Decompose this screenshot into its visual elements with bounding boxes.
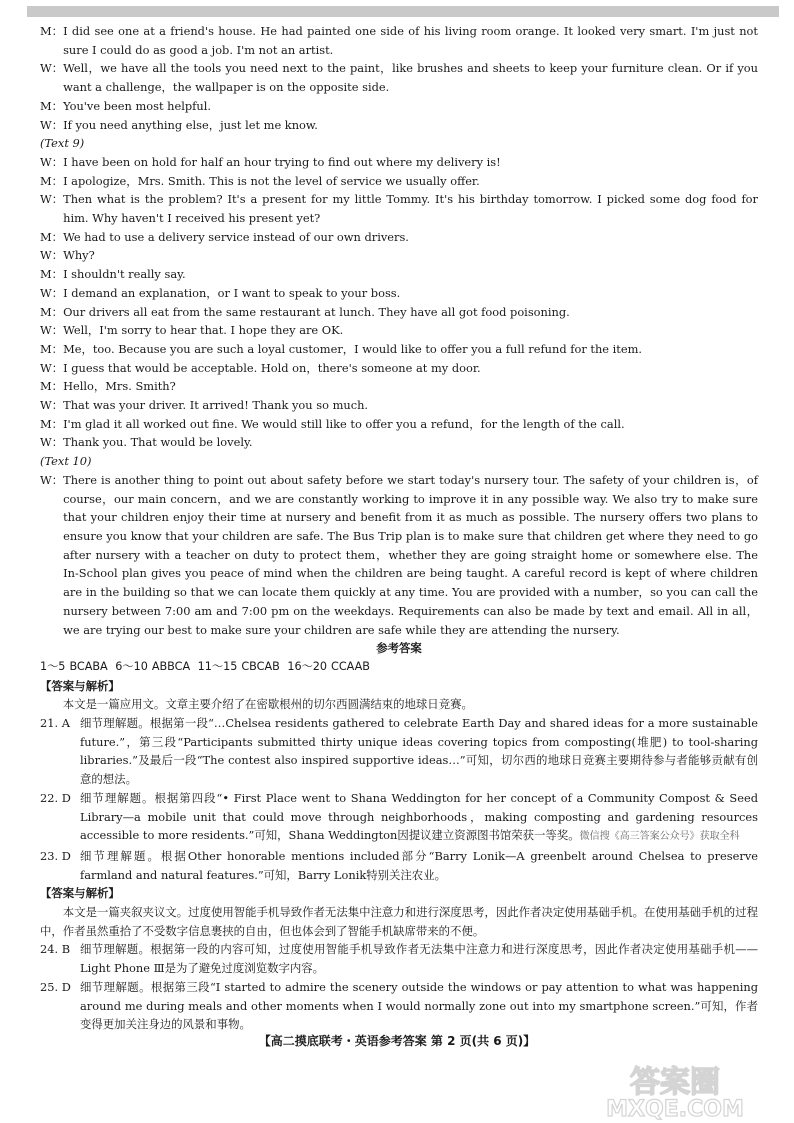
answer-keys	[40, 658, 758, 677]
answer-range: 16～20	[287, 659, 328, 673]
question-number: 21. A	[40, 716, 70, 731]
dialogue-line	[40, 340, 758, 359]
line-text: Well，I'm sorry to hear that. I hope they are OK.	[63, 323, 344, 338]
speaker: M：	[40, 173, 64, 188]
answer-heading: 参考答案	[376, 641, 422, 656]
line-text: We had to use a delivery service instead of our own drivers.	[63, 229, 409, 244]
inline-watermark: 微信搜《高三答案公众号》获取全科	[579, 831, 740, 843]
line-text: Thank you. That would be lovely.	[63, 435, 253, 450]
dialogue-line	[40, 321, 758, 340]
answer-range: 1～5	[40, 659, 66, 673]
speaker: M：	[40, 24, 64, 38]
answer-key: CBCAB	[241, 659, 280, 673]
explanation-text: 细节理解题。根据Other honorable mentions included部分“Barry Lonik—A greenbelt around Chelsea to preserve farmland and natural features.”可知，Barry Lonik特别关注农业。	[80, 848, 758, 882]
explanation-text: 细节理解题。根据第四段“• First Place went to Shana Weddington for her concept of a Community Compost & Seed Library—a mobile unit that could move through neighborhoods，making composting and gardening resources accessible to more residents.”可知，Shana Weddington因提议建立资源图书馆荣获一等奖。	[80, 790, 758, 843]
speaker: W：	[40, 248, 64, 263]
explanation-item	[40, 978, 758, 1034]
dialogue-line	[40, 359, 758, 378]
line-text: Hello，Mrs. Smith?	[63, 379, 176, 394]
question-number: 22. D	[40, 790, 71, 805]
explanation-text: 细节理解题。根据第一段的内容可知，过度使用智能手机导致作者无法集中注意力和进行深度思考，因此作者决定使用基础手机——Light Phone Ⅲ是为了避免过度浏览数字内容。	[80, 942, 758, 976]
dialogue-line	[40, 265, 758, 284]
dialogue-line	[40, 246, 758, 265]
passage-summary: 本文是一篇夹叙夹议文。过度使用智能手机导致作者无法集中注意力和进行深度思考，因此作者决定使用基础手机。在使用基础手机的过程中，作者虽然重拾了不受数字信息裹挟的自由，但也体会到了智能手机缺席带来的不便。	[40, 905, 758, 938]
text10-label: (Text 10)	[40, 454, 92, 469]
line-text: That was your driver. It arrived! Thank you so much.	[63, 398, 369, 413]
monologue-text10	[40, 471, 758, 639]
dialogue-line	[40, 415, 758, 434]
line-text: There is another thing to point out about safety before we start today's nursery tour. The safety of your children is，of course，our main concern，and we are constantly working to improve it in any possible way. We also try to make sure that your children enjoy their time at nursery and benefit from it as much as possible. The nursery offers two plans to ensure you know that your children are safe. The Bus Trip plan is to make sure that children get where they need to go after nursery with a teacher on duty to protect them，whether they are going straight home or somewhere else. The In-School plan gives you peace of mind when the children are being taught. A careful record is kept of where children are in the building so that we can locate them quickly at any time. You are provided with a number，so you can call the nursery between 7:00 am and 7:00 pm on the weekdays. Requirements can also be made by text and email. All in all，we are trying our best to make sure your children are safe while they are attending the nursery.	[63, 472, 758, 637]
line-text: I guess that would be acceptable. Hold on，there's someone at my door.	[63, 360, 481, 375]
line-text: Well，we have all the tools you need next to the paint，like brushes and sheets to keep your furniture clean. Or if you want a challenge，the wallpaper is on the opposite side.	[63, 61, 758, 95]
speaker: W：	[40, 117, 64, 132]
speaker: M：	[40, 416, 64, 431]
top-bar	[27, 6, 779, 17]
line-text: Then what is the problem? It's a present for my little Tommy. It's his birthday tomorrow. I picked some dog food for him. Why haven't I received his present yet?	[63, 192, 758, 226]
speaker: M：	[40, 229, 64, 244]
line-text: I have been on hold for half an hour trying to find out where my delivery is!	[63, 154, 501, 169]
dialogue-line	[40, 22, 758, 59]
speaker: M：	[40, 267, 64, 282]
answer-range: 11～15	[197, 659, 238, 673]
speaker: W：	[40, 285, 64, 300]
page-footer: 【高二摸底联考・英语参考答案 第 2 页(共 6 页)】	[258, 1034, 536, 1048]
speaker: W：	[40, 154, 64, 169]
answer-key: ABBCA	[151, 659, 191, 673]
line-text: Why?	[63, 248, 95, 263]
watermark-logo	[560, 1060, 790, 1120]
dialogue-text9	[40, 153, 758, 452]
speaker: W：	[40, 472, 64, 487]
dialogue-line	[40, 377, 758, 396]
line-text: I'm glad it all worked out fine. We would still like to offer you a refund，for the length of the call.	[63, 416, 625, 431]
explanation-item	[40, 714, 758, 789]
line-text: You've been most helpful.	[63, 98, 211, 113]
answer-key: CCAAB	[331, 659, 370, 673]
section-title: 【答案与解析】	[40, 886, 120, 901]
text9-label: (Text 9)	[40, 136, 85, 151]
dialogue-line	[40, 153, 758, 172]
question-number: 25. D	[40, 979, 71, 994]
svg-text:MXQE.COM: MXQE.COM	[606, 1097, 744, 1120]
dialogue-line	[40, 228, 758, 247]
speaker: M：	[40, 341, 64, 356]
line-text: If you need anything else，just let me know.	[63, 117, 318, 132]
dialogue-line	[40, 190, 758, 227]
question-number: 24. B	[40, 942, 71, 957]
line-text: I shouldn't really say.	[63, 267, 186, 282]
explanation-item	[40, 847, 758, 884]
dialogue-top	[40, 22, 758, 134]
passage-summary: 本文是一篇应用文。文章主要介绍了在密歇根州的切尔西圆满结束的地球日竞赛。	[62, 697, 473, 712]
dialogue-line	[40, 59, 758, 96]
explanation-text: 细节理解题。根据第三段“I started to admire the scenery outside the windows or pay attention to what was happening around me during meals and other moments when I would normally zone out into my smartphone screen.”可知，作者变得更加关注身边的风景和事物。	[80, 979, 758, 1032]
page-content	[40, 22, 758, 1034]
speaker: W：	[40, 360, 64, 375]
speaker: W：	[40, 61, 64, 76]
answer-range: 6～10	[115, 659, 148, 673]
explanation-item	[40, 940, 758, 977]
speaker: M：	[40, 98, 64, 113]
speaker: W：	[40, 398, 64, 413]
dialogue-line	[40, 284, 758, 303]
speaker: W：	[40, 435, 64, 450]
speaker: W：	[40, 323, 64, 338]
line-text: Me，too. Because you are such a loyal customer，I would like to offer you a full refund for the item.	[63, 341, 643, 356]
question-number: 23. D	[40, 848, 71, 863]
speaker: M：	[40, 379, 64, 394]
dialogue-line	[40, 172, 758, 191]
dialogue-line	[40, 303, 758, 322]
answer-key: BCABA	[69, 659, 108, 673]
line-text: I apologize，Mrs. Smith. This is not the level of service we usually offer.	[63, 173, 480, 188]
speaker: M：	[40, 304, 64, 319]
line-text: I did see one at a friend's house. He had painted one side of his living room orange. It looked very smart. I'm just not sure I could do as good a job. I'm not an artist.	[63, 24, 758, 57]
line-text: Our drivers all eat from the same restaurant at lunch. They have all got food poisoning.	[63, 304, 570, 319]
dialogue-line	[40, 433, 758, 452]
dialogue-line	[40, 116, 758, 135]
explanation-text: 细节理解题。根据第一段“…Chelsea residents gathered to celebrate Earth Day and shared ideas for a more sustainable future.”，第三段“Participants submitted thirty unique ideas covering topics from composting(堆肥) to tool-sharing libraries.”及最后一段“The contest also inspired supportive ideas…”可知，切尔西的地球日竞赛主要期待参与者能够贡献有创意的想法。	[80, 716, 758, 787]
dialogue-line	[40, 396, 758, 415]
svg-text:答案圈: 答案圈	[630, 1065, 720, 1100]
dialogue-line	[40, 97, 758, 116]
explanation-item	[40, 789, 758, 847]
line-text: I demand an explanation，or I want to speak to your boss.	[63, 285, 401, 300]
speaker: W：	[40, 192, 64, 207]
section-title: 【答案与解析】	[40, 678, 120, 693]
